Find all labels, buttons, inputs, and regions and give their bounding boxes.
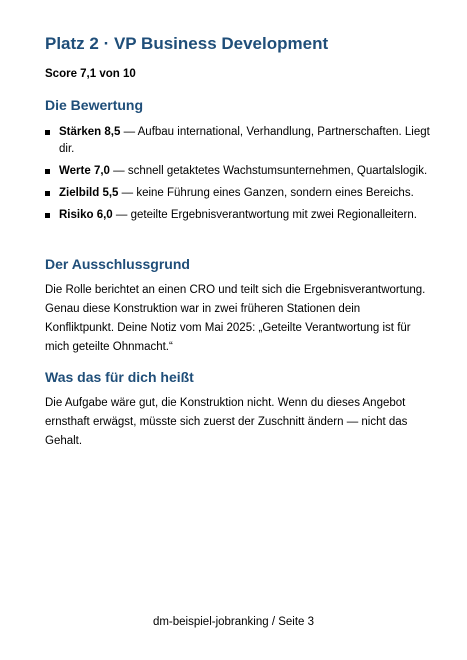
rating-label: Werte 7,0 [59, 165, 110, 177]
rating-text: — geteilte Ergebnisverantwortung mit zwei Regionalleitern. [112, 209, 417, 221]
rating-text: — keine Führung eines Ganzen, sondern eines Bereichs. [118, 187, 414, 199]
list-item [45, 207, 430, 224]
bullet-square-icon [45, 169, 50, 174]
rating-list [45, 124, 430, 229]
rating-label: Stärken 8,5 [59, 126, 121, 138]
rating-text: — Aufbau international, Verhandlung, Partnerschaften. Liegt dir. [59, 126, 430, 155]
section-heading-bewertung: Die Bewertung [45, 97, 144, 113]
section-heading-bedeutung: Was das für dich heißt [45, 369, 194, 385]
bullet-square-icon [45, 191, 50, 196]
list-item [45, 185, 430, 202]
list-item [45, 124, 430, 158]
bedeutung-paragraph: Die Aufgabe wäre gut, die Konstruktion nicht. Wenn du dieses Angebot ernsthaft erwägst, müsste sich zuerst der Zuschnitt ändern — nicht das Gehalt. [45, 397, 408, 447]
page-title: Platz 2 · VP Business Development [45, 34, 329, 53]
bullet-square-icon [45, 130, 50, 135]
score-line: Score 7,1 von 10 [45, 68, 136, 80]
rating-label: Zielbild 5,5 [59, 187, 119, 199]
ausschlussgrund-paragraph: Die Rolle berichtet an einen CRO und teilt sich die Ergebnisverantwortung. Genau diese Konstruktion war in zwei früheren Stationen dein Konfliktpunkt. Deine Notiz vom Mai 2025: „Geteilte Verantwortung ist für mich geteilte Ohnmacht.“ [45, 284, 426, 353]
section-heading-ausschlussgrund: Der Ausschlussgrund [45, 256, 190, 272]
rating-label: Risiko 6,0 [59, 209, 113, 221]
list-item [45, 163, 430, 180]
bullet-square-icon [45, 213, 50, 218]
page-footer: dm-beispiel-jobranking / Seite 3 [152, 616, 315, 628]
rating-text: — schnell getaktetes Wachstumsunternehmen, Quartalslogik. [109, 165, 428, 177]
